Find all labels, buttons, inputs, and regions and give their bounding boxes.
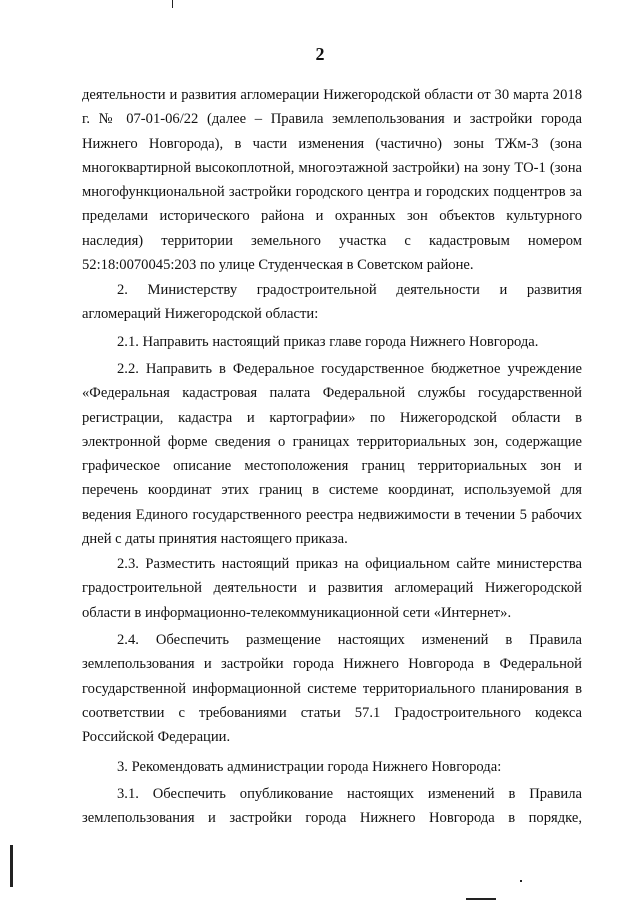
paragraph-item-2-3: 2.3. Разместить настоящий приказ на официальном сайте министерства градостроительной деятельности и развития агломераций Нижегородской области в информационно-телекоммуникационной сети «Интернет». <box>82 556 582 621</box>
paragraph-item-2-1: 2.1. Направить настоящий приказ главе города Нижнего Новгорода. <box>117 334 539 350</box>
paragraph-item-2-2: 2.2. Направить в Федеральное государственное бюджетное учреждение «Федеральная кадастровая палата Федеральной службы государственной регистрации, кадастра и картографии» по Нижегородской области в электронной форме сведения о границах территориальных зон, содержащие графическое описание местоположения границ территориальных зон и перечень координат этих границ в системе координат, используемой для ведения Единого государственного реестра недвижимости в течении 5 рабочих дней с даты принятия настоящего приказа. <box>82 361 582 548</box>
paragraph-item-2: 2. Министерству градостроительной деятельности и развития агломераций Нижегородской области: <box>82 282 582 323</box>
paragraph-item-3: 3. Рекомендовать администрации города Нижнего Новгорода: <box>117 759 502 775</box>
scan-dot <box>520 880 522 882</box>
paragraph-item-2-4: 2.4. Обеспечить размещение настоящих изменений в Правила землепользования и застройки города Нижнего Новгорода в Федеральной государственной информационной системе территориального планирования в соответствии с требованиями статьи 57.1 Градостроительного кодекса Российской Федерации. <box>82 632 582 746</box>
page-number: 2 <box>315 44 325 64</box>
scan-mark-bottom <box>466 898 496 900</box>
scan-mark-left <box>10 845 13 887</box>
paragraph-continuation: деятельности и развития агломерации Нижегородской области от 30 марта 2018 г. № 07-01-06/22 (далее – Правила землепользования и застройки города Нижнего Новгорода), в части изменения (частично) зоны ТЖм-3 (зона многоквартирной высокоплотной, многоэтажной застройки) на зону ТО-1 (зона многофункциональной застройки городского центра и городских подцентров за пределами исторического района и охранных зон объектов культурного наследия) территории земельного участка с кадастровым номером 52:18:0070045:203 по улице Студенческая в Советском районе. <box>82 87 582 274</box>
scan-mark-top <box>172 0 173 8</box>
paragraph-item-3-1: 3.1. Обеспечить опубликование настоящих изменений в Правила землепользования и застройки города Нижнего Новгорода в порядке, <box>82 786 582 827</box>
